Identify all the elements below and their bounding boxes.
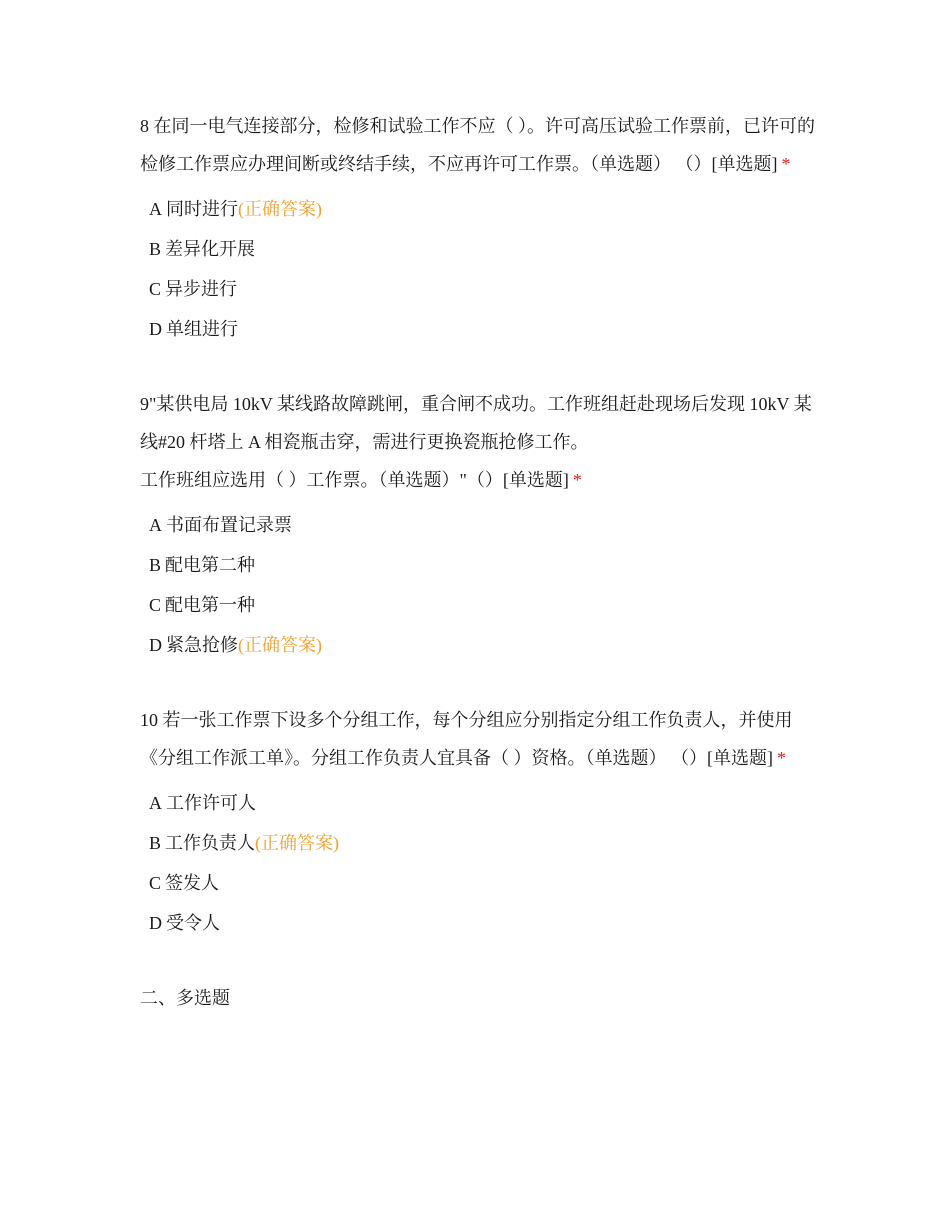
option-text: 紧急抢修 <box>166 635 238 655</box>
option-key: C <box>149 595 162 615</box>
option-text: 配电第二种 <box>165 555 256 575</box>
option-key: C <box>149 279 162 299</box>
question-10 <box>140 701 820 943</box>
correct-answer-tag: (正确答案) <box>238 635 322 655</box>
option-c[interactable] <box>149 585 820 625</box>
required-mark: * <box>781 154 791 174</box>
option-text: 工作负责人 <box>165 833 256 853</box>
option-key: D <box>149 635 162 655</box>
option-key: A <box>149 199 162 219</box>
question-8 <box>140 107 820 349</box>
option-key: D <box>149 913 162 933</box>
question-line <box>140 107 820 183</box>
option-list <box>140 189 820 349</box>
option-text: 配电第一种 <box>165 595 256 615</box>
option-a[interactable] <box>149 505 820 545</box>
option-text: 异步进行 <box>165 279 238 299</box>
option-b[interactable] <box>149 229 820 269</box>
question-line-text: 8 在同一电气连接部分，检修和试验工作不应（ ）。许可高压试验工作票前，已许可的检修工作票应办理间断或终结手续，不应再许可工作票。（单选题） （）[单选题] <box>140 116 815 174</box>
option-key: A <box>149 515 162 535</box>
required-mark: * <box>777 748 786 768</box>
option-c[interactable] <box>149 863 820 903</box>
option-b[interactable] <box>149 823 820 863</box>
question-text <box>140 701 820 777</box>
option-text: 工作许可人 <box>166 793 256 813</box>
option-list <box>140 783 820 943</box>
option-d[interactable] <box>149 625 820 665</box>
option-key: C <box>149 873 162 893</box>
option-key: B <box>149 239 162 259</box>
option-text: 书面布置记录票 <box>166 515 292 535</box>
correct-answer-tag: (正确答案) <box>238 199 322 219</box>
option-key: D <box>149 319 162 339</box>
option-d[interactable] <box>149 309 820 349</box>
question-text <box>140 385 820 499</box>
option-key: B <box>149 555 162 575</box>
correct-answer-tag: (正确答案) <box>255 833 340 853</box>
option-a[interactable] <box>149 783 820 823</box>
option-text: 差异化开展 <box>165 239 256 259</box>
option-text: 受令人 <box>166 913 220 933</box>
option-key: A <box>149 793 162 813</box>
survey-page <box>140 107 820 1017</box>
section-title: 二、多选题 <box>140 988 230 1008</box>
option-key: B <box>149 833 162 853</box>
question-line-text: 工作班组应选用（ ）工作票。（单选题）"（）[单选题] <box>140 470 569 490</box>
question-9 <box>140 385 820 665</box>
question-line-text: 10 若一张工作票下设多个分组工作，每个分组应分别指定分组工作负责人，并使用《分组工作派工单》。分组工作负责人宜具备（ ）资格。（单选题） （）[单选题] <box>140 710 793 768</box>
question-line: 9"某供电局 10kV 某线路故障跳闸，重合闸不成功。工作班组赶赴现场后发现 10kV 某线#20 杆塔上 A 相瓷瓶击穿，需进行更换瓷瓶抢修工作。 <box>140 394 812 452</box>
question-line <box>140 701 820 777</box>
required-mark: * <box>572 470 582 490</box>
option-d[interactable] <box>149 903 820 943</box>
option-list <box>140 505 820 665</box>
option-text: 单组进行 <box>166 319 238 339</box>
option-text: 同时进行 <box>166 199 238 219</box>
option-c[interactable] <box>149 269 820 309</box>
option-b[interactable] <box>149 545 820 585</box>
option-a[interactable] <box>149 189 820 229</box>
question-line <box>140 461 820 499</box>
question-text <box>140 107 820 183</box>
option-text: 签发人 <box>165 873 220 893</box>
